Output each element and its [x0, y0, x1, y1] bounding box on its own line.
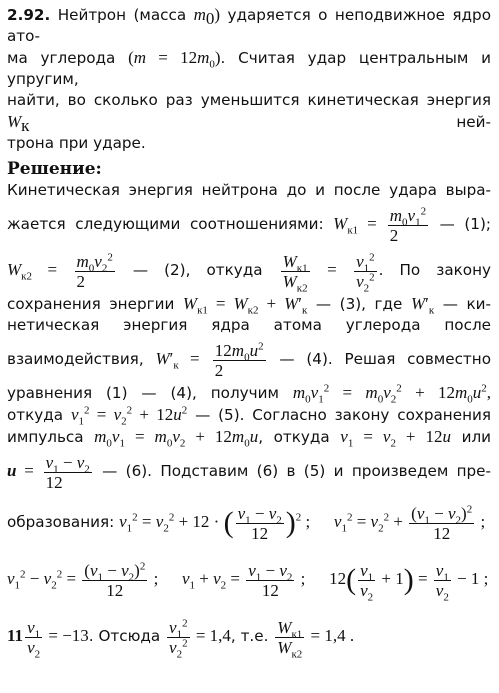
formula-transform-2: $v_1^2 = v_2^2$ + $\frac{(v_1 - v_2)^2}{12}$ ; — [333, 502, 486, 543]
problem-line-1: 2.92. Нейтрон (масса $m_0$) ударяется о неподвижное ядро ато- — [7, 5, 491, 45]
formula-1: $W_{к1}$ = $\frac{m_0v_1^2}{2}$ — [333, 204, 427, 245]
solution-line-13: 11 $\frac{v_1}{v_2}$ = −13. Отсюда $\frac{v_1^2}{v_2^2}$ = 1,4, т.е. $\frac{W_{к1}}{W_{к2}}$ = 1,4 . — [7, 617, 355, 661]
formula-transform-3: $v_1^2 - v_2^2$ = $\frac{(v_1 - v_2)^2}{12}$ ; — [7, 560, 159, 600]
formula-transform-4: $v_1 + v_2$ = $\frac{v_1 - v_2}{12}$ ; — [181, 560, 306, 600]
solution-line-8: откуда $v_1^2 = v_2^2 + 12u^2$ — (5). Согласно закону сохранения — [7, 404, 492, 428]
solution-line-12 — [7, 551, 491, 608]
problem-number: 2.92. — [7, 6, 51, 24]
solution-line-2: жается следующими соотношениями: $W_{к1}$ = $\frac{m_0v_1^2}{2}$ — (1); — [7, 204, 492, 245]
formula-5: $v_1^2 = v_2^2 + 12u^2$ — [70, 404, 188, 428]
solution-line-10: u = $\frac{v_1 - v_2}{12}$ — (6). Подставим (6) в (5) и произведем пре- — [7, 452, 492, 492]
solution-line-7: уравнения (1) — (4), получим $m_0v_1^2 = m_0v_2^2 + 12m_0u^2$, — [7, 382, 492, 406]
formula-result-1: 11 $\frac{v_1}{v_2}$ = −13 — [7, 617, 89, 661]
formula-energy: $m_0v_1^2 = m_0v_2^2 + 12m_0u^2$, — [292, 382, 492, 406]
formula-6: u = $\frac{v_1 - v_2}{12}$ — [7, 452, 90, 492]
problem-line-4: трона при ударе. — [7, 134, 146, 152]
formula-v1: $v_1 = v_2 + 12u$ — [340, 427, 451, 450]
solution-line-4: сохранения энергии $W_{к1} = W_{к2} + W'_к$ — (3), где $W'_к$ — ки- — [7, 294, 492, 317]
solution-line-9: импульса $m_0v_1 = m_0v_2 + 12m_0u$, откуда $v_1 = v_2 + 12u$ или — [7, 427, 492, 450]
formula-transform-5: 12( $\frac{v_1}{v_2}$ + 1) = $\frac{v_1}{v_2}$ − 1 ; — [329, 560, 489, 604]
problem-line-2: ма углерода $(m = 12m_0)$. Считая удар центральным и упругим, — [7, 48, 491, 88]
formula-answer: $\frac{W_{к1}}{W_{к2}}$ = 1,4 . — [277, 617, 355, 661]
formula-result-2: $\frac{v_1^2}{v_2^2}$ = 1,4 — [169, 617, 231, 661]
solution-line-1: Кинетическая энергия нейтрона до и после удара выра- — [7, 181, 491, 199]
formula-transform-1: $v_1^2 = v_2^2 + 12$ · ( $\frac{v_1 - v_2}{12}$ )$^2$ ; — [119, 503, 311, 543]
problem-line-3: найти, во сколько раз уменьшится кинетическая энергия $W_к$ ней- — [7, 91, 491, 136]
formula-momentum: $m_0v_1 = m_0v_2 + 12m_0u$ — [94, 427, 259, 450]
formula-ratio: $\frac{W_{к1}}{W_{к2}}$ = $\frac{v_1^2}{v_2^2}$ — [282, 250, 375, 294]
solution-line-3: $W_{к2}$ = $\frac{m_0v_2^2}{2}$ — (2), откуда $\frac{W_{к1}}{W_{к2}}$ = $\frac{v_1^2}{v_2^2}$ . По закону — [7, 250, 492, 294]
solution-line-11: образования: $v_1^2 = v_2^2 + 12$ · ( $\frac{v_1 - v_2}{12}$ )$^2$ ; $v_1^2 = v_2^2$ + $\frac{(v_1 - v_2)^2}{12}$ ; — [7, 502, 486, 543]
solution-line-5: нетическая энергия ядра атома углерода после — [7, 316, 491, 334]
formula-2: $W_{к2}$ = $\frac{m_0v_2^2}{2}$ — [7, 250, 113, 291]
formula-3: $W_{к1} = W_{к2} + W'_к$ — [182, 294, 308, 317]
solution-heading: Решение: — [7, 159, 102, 179]
solution-line-6: взаимодействия, $W'_к$ = $\frac{12m_0u^2}{2}$ — (4). Решая совместно — [7, 339, 491, 380]
formula-4: $W'_к$ = $\frac{12m_0u^2}{2}$ — [155, 339, 264, 380]
